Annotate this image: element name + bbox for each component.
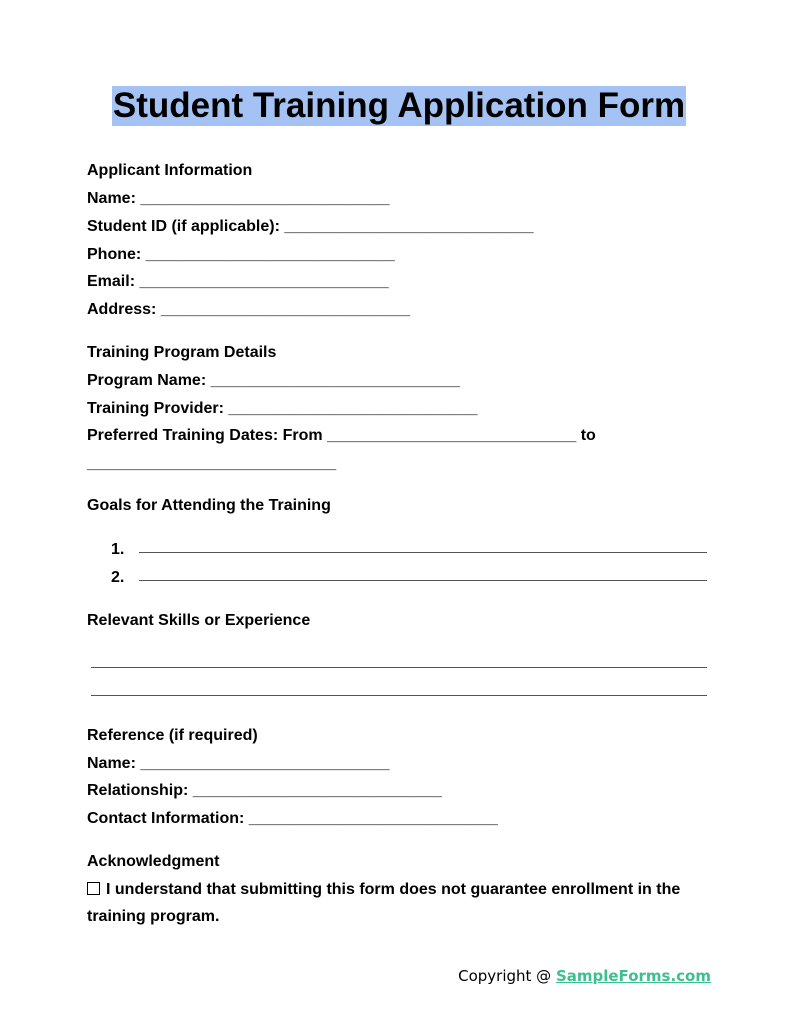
applicant-heading: Applicant Information	[87, 162, 253, 179]
acknowledgment-heading: Acknowledgment	[87, 853, 220, 870]
email-field[interactable]: ____________________________	[139, 273, 389, 290]
contact-row	[87, 809, 498, 829]
goal-number-1: 1.	[111, 541, 125, 558]
student-id-field[interactable]: ____________________________	[284, 218, 534, 235]
student-id-label: Student ID (if applicable):	[87, 218, 280, 235]
brand-link[interactable]: SampleForms.com	[555, 967, 711, 985]
copyright-text: Copyright @	[458, 967, 556, 985]
acknowledgment-row	[87, 880, 680, 900]
date-to-row	[87, 454, 336, 474]
goals-heading: Goals for Attending the Training	[87, 497, 331, 514]
reference-name-field[interactable]: ____________________________	[140, 755, 390, 772]
reference-heading: Reference (if required)	[87, 727, 258, 744]
acknowledgment-checkbox[interactable]	[87, 882, 100, 895]
relationship-field[interactable]: ____________________________	[192, 782, 442, 799]
phone-row	[87, 245, 395, 265]
skills-line-1[interactable]	[91, 667, 707, 668]
dates-label: Preferred Training Dates: From	[87, 427, 323, 444]
dates-row	[87, 426, 596, 446]
student-id-row	[87, 217, 534, 237]
relationship-label: Relationship:	[87, 782, 189, 799]
goal-line-1[interactable]	[139, 552, 707, 553]
relationship-row	[87, 781, 442, 801]
applicant-name-row	[87, 189, 390, 209]
address-field[interactable]: ____________________________	[160, 301, 410, 318]
page-title: Student Training Application Form	[112, 86, 686, 125]
applicant-name-label: Name:	[87, 190, 136, 207]
goal-line-2[interactable]	[139, 580, 707, 581]
skills-line-2[interactable]	[91, 695, 707, 696]
dates-to-label: to	[580, 427, 596, 444]
skills-heading: Relevant Skills or Experience	[87, 612, 311, 629]
acknowledgment-text-line2: training program.	[87, 908, 220, 925]
date-from-field[interactable]: ____________________________	[327, 427, 577, 444]
provider-field[interactable]: ____________________________	[228, 400, 478, 417]
program-name-label: Program Name:	[87, 372, 207, 389]
provider-label: Training Provider:	[87, 400, 224, 417]
training-heading: Training Program Details	[87, 344, 277, 361]
contact-field[interactable]: ____________________________	[248, 810, 498, 827]
date-to-field[interactable]: ____________________________	[87, 455, 337, 472]
applicant-name-field[interactable]: ____________________________	[140, 190, 390, 207]
address-label: Address:	[87, 301, 157, 318]
title-wrap	[87, 86, 711, 126]
reference-name-row	[87, 754, 390, 774]
program-name-field[interactable]: ____________________________	[210, 372, 460, 389]
provider-row	[87, 399, 478, 419]
program-name-row	[87, 371, 460, 391]
email-row	[87, 272, 389, 292]
footer-copyright	[458, 966, 711, 986]
acknowledgment-text-line1: I understand that submitting this form does not guarantee enrollment in the	[106, 881, 681, 898]
goal-number-2: 2.	[111, 569, 125, 586]
phone-field[interactable]: ____________________________	[145, 246, 395, 263]
reference-name-label: Name:	[87, 755, 136, 772]
contact-label: Contact Information:	[87, 810, 245, 827]
address-row	[87, 300, 410, 320]
phone-label: Phone:	[87, 246, 142, 263]
email-label: Email:	[87, 273, 136, 290]
